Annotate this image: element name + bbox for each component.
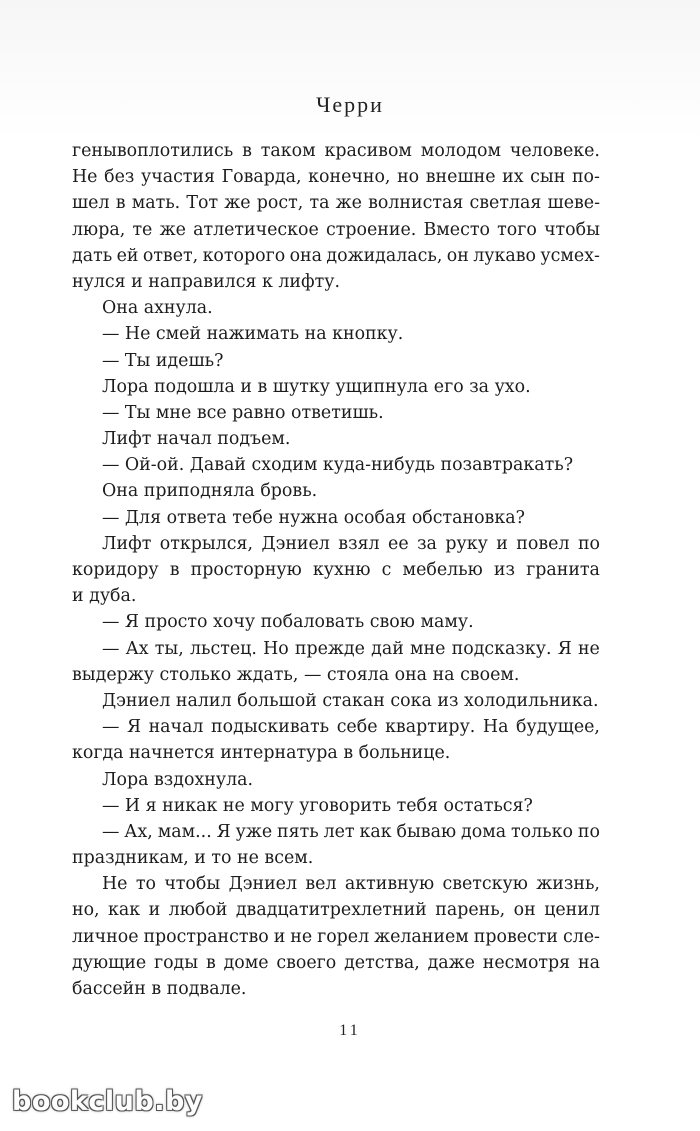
text-line: люра, те же атлетическое строение. Вместо того чтобы bbox=[72, 219, 600, 240]
text-line: и дуба. bbox=[72, 586, 137, 607]
text-line: шел в мать. Тот же рост, та же волнистая светлая шеве- bbox=[72, 193, 600, 214]
text-line: — Ах ты, льстец. Но прежде дай мне подсказку. Я не bbox=[102, 638, 600, 659]
text-line: — Ты мне все равно ответишь. bbox=[102, 402, 384, 423]
text-line: — И я никак не могу уговорить тебя остаться? bbox=[102, 795, 533, 816]
text-line: выдержу столько ждать, — стояла она на своем. bbox=[72, 664, 520, 685]
text-line: Она приподняла бровь. bbox=[102, 481, 318, 502]
text-line: дующие годы в доме своего детства, даже несмотря на bbox=[72, 952, 600, 973]
text-line: когда начнется интернатура в больнице. bbox=[72, 743, 451, 764]
text-line: — Я просто хочу побаловать свою маму. bbox=[102, 612, 474, 633]
text-line: праздникам, и то не всем. bbox=[72, 848, 314, 869]
text-line: бассейн в подвале. bbox=[72, 979, 247, 999]
text-line: Не то чтобы Дэниел вел активную светскую жизнь, bbox=[102, 874, 600, 895]
text-line: — Для ответа тебе нужна особая обстановка? bbox=[102, 507, 525, 528]
text-line: Лора вздохнула. bbox=[102, 769, 254, 790]
text-line: Она ахнула. bbox=[102, 298, 213, 319]
page-number: 11 bbox=[339, 1022, 361, 1039]
text-line: коридору в просторную кухню с мебелью из гранита bbox=[72, 560, 600, 580]
text-line: — Ты идешь? bbox=[102, 350, 224, 371]
running-head: Черри bbox=[316, 92, 384, 117]
text-line: — Ах, мам... Я уже пять лет как бываю дома только по bbox=[102, 821, 600, 842]
text-line: но, как и любой двадцатитрехлетний парень, он ценил bbox=[72, 900, 600, 921]
text-line: Лифт открылся, Дэниел взял ее за руку и повел по bbox=[102, 533, 600, 554]
text-line: генывоплотились в таком красивом молодом человеке. bbox=[72, 141, 600, 161]
text-line: Не без участия Говарда, конечно, но внешне их сын по- bbox=[72, 167, 600, 188]
text-line: — Ой-ой. Давай сходим куда-нибудь позавтракать? bbox=[102, 455, 574, 476]
text-line: дать ей ответ, которого она дожидалась, он лукаво усмех- bbox=[72, 245, 600, 266]
watermark-logo: bookclub.by bbox=[12, 1086, 203, 1117]
text-line: нулся и направился к лифту. bbox=[72, 271, 340, 292]
body-text bbox=[72, 138, 600, 1002]
text-line: — Не смей нажимать на кнопку. bbox=[102, 324, 404, 345]
text-line: Лора подошла и в шутку ущипнула его за ухо. bbox=[102, 376, 531, 397]
text-line: Лифт начал подъем. bbox=[102, 429, 291, 450]
text-line: личное пространство и не горел желанием провести сле- bbox=[72, 926, 600, 947]
text-line: — Я начал подыскивать себе квартиру. На будущее, bbox=[102, 717, 600, 738]
text-line: Дэниел налил большой стакан сока из холодильника. bbox=[102, 690, 599, 711]
